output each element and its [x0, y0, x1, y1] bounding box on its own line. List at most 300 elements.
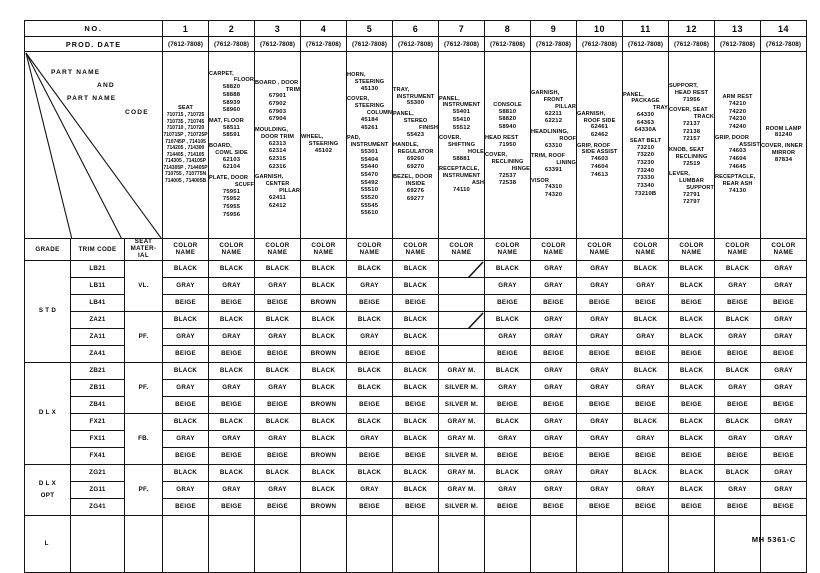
part-group-name-line3: PILLAR — [555, 103, 577, 110]
header-color-name-12: COLOR NAME — [669, 239, 715, 261]
color-name-cell: BEIGE — [485, 498, 531, 515]
color-name-cell: BEIGE — [347, 345, 393, 362]
color-name-cell: BEIGE — [577, 447, 623, 464]
part-number: 58960 — [222, 107, 241, 114]
blank-cell-8 — [485, 515, 531, 572]
trim-code-cell: ZB41 — [71, 396, 125, 413]
part-group — [623, 92, 668, 135]
part-number: 73210 — [636, 144, 655, 151]
color-name-cell: GRAY — [577, 413, 623, 430]
part-number: 74310 — [544, 184, 563, 191]
part-group-name-line2: INSIDE — [405, 181, 426, 188]
color-name-cell: BLACK — [393, 328, 439, 345]
color-name-cell: BEIGE — [669, 294, 715, 311]
part-group-name-line2: INSTRUMENT — [350, 142, 389, 149]
color-name-cell: BEIGE — [531, 294, 577, 311]
color-name-cell: GRAY — [163, 379, 209, 396]
part-group-name-line2: COWL SIDE — [215, 149, 248, 156]
color-name-cell: BLACK — [163, 362, 209, 379]
prod-date-6: (7612-7808) — [393, 37, 439, 52]
color-name-cell: BEIGE — [715, 498, 761, 515]
color-name-cell: GRAY — [255, 430, 301, 447]
color-name-cell: GRAY — [485, 328, 531, 345]
trim-specification-table — [24, 20, 807, 573]
part-group — [393, 111, 438, 139]
column-number-3: 3 — [255, 21, 301, 37]
column-number-10: 10 — [577, 21, 623, 37]
color-name-cell: GRAY — [577, 379, 623, 396]
part-group-name-line3: TRIM — [285, 86, 301, 93]
part-group-name-line3: TRACK — [693, 114, 715, 121]
color-name-cell: BEIGE — [531, 447, 577, 464]
color-name-cell: BROWN — [301, 345, 347, 362]
color-name-cell: BEIGE — [669, 396, 715, 413]
legend-corner-cell — [25, 52, 163, 239]
part-number: 81240 — [774, 132, 793, 139]
color-name-cell: GRAY M. — [439, 430, 485, 447]
parts-cell-5 — [347, 52, 393, 239]
color-name-cell: GRAY — [761, 362, 807, 379]
color-name-cell: BEIGE — [163, 447, 209, 464]
prod-date-11: (7612-7808) — [623, 37, 669, 52]
part-number: 58939 — [222, 99, 241, 106]
color-name-cell: GRAY — [623, 379, 669, 396]
color-name-cell: BLACK — [669, 277, 715, 294]
part-group-name: SEAT — [178, 105, 193, 112]
color-name-cell: BEIGE — [163, 294, 209, 311]
header-seat-material-l2: MATER- — [130, 244, 157, 252]
part-group-name: BOARD , DOOR TRIM — [255, 79, 301, 93]
part-group-name: SUPPORT, HEAD REST — [669, 83, 714, 97]
part-number: 74604 — [590, 163, 609, 170]
color-name-cell: BLACK — [485, 311, 531, 328]
column-number-row — [25, 21, 807, 37]
part-group — [623, 138, 668, 199]
color-name-cell: BLACK — [393, 260, 439, 277]
part-number: 67904 — [268, 116, 287, 123]
part-group — [255, 127, 300, 171]
color-name-cell: BLACK — [485, 413, 531, 430]
blank-cell-9 — [531, 515, 577, 572]
color-name-cell: BLACK — [347, 311, 393, 328]
color-name-cell: BLACK — [485, 260, 531, 277]
part-group-name: BOARD, COWL SIDE — [209, 143, 254, 157]
part-group-name-line2: RECLINING — [675, 153, 708, 160]
part-number: 73220 — [636, 152, 655, 159]
part-group-name-line3: FINISH — [419, 124, 439, 131]
color-name-cell: BROWN — [301, 447, 347, 464]
column-number-6: 6 — [393, 21, 439, 37]
color-name-cell: BEIGE — [209, 345, 255, 362]
part-group-name: COVER, STEERING COLUMN — [347, 96, 393, 117]
part-group-name: VISOR — [531, 177, 549, 184]
part-group-name-line2: INSTRUMENT — [442, 102, 481, 109]
color-name-cell: BEIGE — [163, 345, 209, 362]
blank-cell-12 — [669, 515, 715, 572]
color-name-cell: BLACK — [485, 464, 531, 481]
color-name-cell: BEIGE — [255, 498, 301, 515]
column-header-row — [25, 239, 807, 261]
color-name-cell: BEIGE — [761, 396, 807, 413]
part-number: 72537 — [498, 172, 517, 179]
part-number: 55404 — [360, 156, 379, 163]
color-name-cell: BLACK — [209, 311, 255, 328]
color-name-cell: GRAY — [715, 328, 761, 345]
color-name-cell: GRAY — [485, 430, 531, 447]
part-group-name: COVER, INNER MIRROR — [761, 143, 806, 157]
part-number: 62462 — [590, 131, 609, 138]
color-name-cell: BEIGE — [485, 447, 531, 464]
color-name-cell: BLACK — [209, 362, 255, 379]
seat-material-cell: PF. — [125, 362, 163, 413]
part-number: 55410 — [452, 116, 471, 123]
color-name-cell: BLACK — [623, 362, 669, 379]
color-name-cell: BEIGE — [669, 498, 715, 515]
part-group — [531, 178, 576, 200]
blank-row — [25, 515, 807, 572]
parts-cell-6 — [393, 52, 439, 239]
blank-cell-3 — [255, 515, 301, 572]
part-number: 64330A — [634, 127, 657, 134]
part-number: 62211 — [545, 110, 562, 117]
part-number: 71956 — [682, 96, 701, 103]
color-name-cell: GRAY — [623, 430, 669, 447]
part-group-name: CARPET, FLOOR — [209, 70, 255, 84]
color-name-cell: BLACK — [163, 413, 209, 430]
part-number: 63310 — [544, 142, 563, 149]
prod-date-3: (7612-7808) — [255, 37, 301, 52]
color-name-cell: BLACK — [669, 311, 715, 328]
color-name-cell: BROWN — [301, 396, 347, 413]
part-group-name-line2: STEERING — [308, 141, 339, 148]
header-seat-material — [125, 239, 163, 261]
color-name-cell: BLACK — [393, 379, 439, 396]
part-group — [761, 126, 806, 140]
part-group-name: WHEEL, STEERING — [301, 134, 346, 148]
part-group — [209, 71, 254, 115]
header-color-name-4: COLOR NAME — [301, 239, 347, 261]
part-group — [715, 174, 760, 195]
color-name-cell: BLACK — [301, 328, 347, 345]
prod-date-13: (7612-7808) — [715, 37, 761, 52]
part-group-name-line3: HOLE — [468, 148, 485, 155]
part-number: 55510 — [360, 187, 379, 194]
header-seat-material-l3: IAL — [137, 251, 150, 259]
blank-cell-6 — [393, 515, 439, 572]
grade-label-line2: OPT — [40, 491, 55, 499]
color-name-cell: GRAY — [255, 481, 301, 498]
color-name-cell: GRAY — [577, 362, 623, 379]
color-name-cell: BLACK — [715, 311, 761, 328]
parts-cell-10 — [577, 52, 623, 239]
color-name-cell: GRAY — [761, 413, 807, 430]
part-group — [577, 111, 622, 140]
color-name-cell: GRAY — [531, 464, 577, 481]
part-number: 62412 — [268, 202, 287, 209]
column-number-5: 5 — [347, 21, 393, 37]
part-group — [393, 174, 438, 203]
part-group — [577, 143, 622, 180]
color-name-cell: GRAY — [531, 413, 577, 430]
part-group-name: PANEL, STEREO FINISH — [393, 111, 439, 131]
part-group — [669, 107, 714, 144]
part-number: 714305P , 714405P — [163, 164, 208, 171]
part-number: 73240 — [636, 167, 655, 174]
part-number: 75951 — [222, 188, 241, 195]
color-name-cell: BLACK — [301, 481, 347, 498]
trim-code-cell: ZA41 — [71, 345, 125, 362]
trim-code-cell: ZA21 — [71, 311, 125, 328]
part-group-name-line3: TRAY — [652, 105, 669, 112]
part-number: 69276 — [406, 187, 425, 194]
part-group — [485, 135, 530, 149]
part-group-name-line2: LUMBAR — [679, 178, 704, 185]
part-number: 72791 — [682, 191, 701, 198]
part-number: 72138 — [682, 128, 701, 135]
part-number: 45184 — [360, 116, 379, 123]
color-name-cell: BLACK — [209, 464, 255, 481]
part-number: 72137 — [682, 120, 701, 127]
color-name-cell: BLACK — [393, 362, 439, 379]
part-number: 714305 , 714105P — [165, 158, 206, 165]
part-group — [163, 105, 208, 184]
part-group-name: GRIP, DOOR ASSIST — [715, 134, 761, 148]
color-name-cell: BLACK — [715, 413, 761, 430]
color-name-cell: GRAY — [209, 481, 255, 498]
part-number: 55300 — [406, 100, 425, 107]
header-color-name-7: COLOR NAME — [439, 239, 485, 261]
part-group — [715, 135, 760, 172]
trim-code-cell: ZG41 — [71, 498, 125, 515]
part-number: 58888 — [222, 91, 241, 98]
part-number: 74240 — [728, 124, 747, 131]
color-name-cell: GRAY — [761, 328, 807, 345]
color-name-cell: BLACK — [301, 464, 347, 481]
part-group-name: LEVER, LUMBAR SUPPORT — [669, 171, 715, 191]
part-group-name: HORN, STEERING — [347, 72, 392, 86]
color-name-cell: BEIGE — [715, 447, 761, 464]
color-name-cell — [439, 345, 485, 362]
part-group — [439, 135, 484, 163]
header-grade: GRADE — [25, 239, 71, 261]
prod-date-label: PROD. DATE — [25, 37, 163, 52]
part-number: 74613 — [590, 171, 609, 178]
color-name-cell: GRAY — [347, 430, 393, 447]
trim-code-cell: ZA11 — [71, 328, 125, 345]
color-name-cell: GRAY M. — [439, 481, 485, 498]
color-name-cell: BEIGE — [485, 294, 531, 311]
color-name-cell: GRAY — [531, 311, 577, 328]
color-name-cell: GRAY — [761, 277, 807, 294]
color-name-cell: BEIGE — [623, 447, 669, 464]
blank-cell-4 — [301, 515, 347, 572]
part-number: 58820 — [222, 84, 241, 91]
color-name-cell: BLACK — [163, 260, 209, 277]
color-name-cell: BEIGE — [209, 396, 255, 413]
part-group-name-line2: ROOF SIDE — [583, 117, 616, 124]
blank-cell-7 — [439, 515, 485, 572]
column-number-7: 7 — [439, 21, 485, 37]
color-name-cell: BROWN — [301, 498, 347, 515]
color-name-cell: BEIGE — [163, 396, 209, 413]
color-name-cell: GRAY — [209, 328, 255, 345]
color-name-cell: BEIGE — [531, 396, 577, 413]
part-number: 64363 — [636, 119, 655, 126]
color-name-cell: GRAY — [209, 430, 255, 447]
part-group-name-line3: HINGE — [511, 165, 531, 172]
part-number: 710755 , 710775N — [164, 171, 207, 178]
part-number: 69260 — [406, 155, 425, 162]
color-name-cell: BEIGE — [485, 345, 531, 362]
part-group-name-line3: FLOOR — [233, 77, 255, 84]
color-name-cell: BEIGE — [715, 396, 761, 413]
document-number: MH 5361-C — [751, 535, 796, 544]
color-name-cell: BLACK — [163, 311, 209, 328]
seat-material-cell: FB. — [125, 413, 163, 464]
parts-cell-3 — [255, 52, 301, 239]
color-name-cell: BEIGE — [255, 447, 301, 464]
part-group — [485, 102, 530, 132]
color-name-cell: BEIGE — [761, 498, 807, 515]
part-group — [761, 143, 806, 164]
color-name-cell: BLACK — [623, 464, 669, 481]
color-name-cell: BEIGE — [393, 345, 439, 362]
color-name-cell: GRAY — [761, 260, 807, 277]
header-color-name-5: COLOR NAME — [347, 239, 393, 261]
part-number: 62461 — [590, 124, 609, 131]
header-color-name-10: COLOR NAME — [577, 239, 623, 261]
color-name-cell: BLACK — [393, 413, 439, 430]
color-name-cell: SILVER M. — [439, 498, 485, 515]
part-group-name-line2: SHIFTING — [448, 142, 476, 149]
part-number: 74210 — [728, 101, 747, 108]
color-name-cell: GRAY — [531, 277, 577, 294]
trim-code-cell: ZB11 — [71, 379, 125, 396]
part-group-name: ROOM LAMP — [765, 125, 802, 132]
part-group — [669, 171, 714, 207]
prod-date-1: (7612-7808) — [163, 37, 209, 52]
part-group-name: TRIM, ROOF LINING — [531, 153, 577, 167]
color-name-cell: GRAY — [163, 481, 209, 498]
part-number: 87834 — [774, 156, 793, 163]
parts-cell-13 — [715, 52, 761, 239]
part-group-name: RECEPTACLE, INSTRUMENT ASH — [439, 166, 485, 186]
part-number: 63391 — [544, 166, 563, 173]
part-group-name-line2: STEERING — [354, 103, 385, 110]
part-number: 74603 — [728, 148, 747, 155]
color-name-cell: GRAY — [255, 379, 301, 396]
color-name-cell: BEIGE — [577, 294, 623, 311]
prod-date-10: (7612-7808) — [577, 37, 623, 52]
header-color-name-8: COLOR NAME — [485, 239, 531, 261]
color-name-cell: BEIGE — [577, 345, 623, 362]
color-name-cell: BEIGE — [715, 345, 761, 362]
header-color-name-9: COLOR NAME — [531, 239, 577, 261]
part-number: 55470 — [360, 171, 379, 178]
color-name-cell: GRAY — [715, 277, 761, 294]
production-date-row — [25, 37, 807, 52]
part-group-name-line3: LINING — [556, 160, 577, 167]
color-name-cell: BEIGE — [485, 396, 531, 413]
color-name-cell: BLACK — [715, 464, 761, 481]
part-group-name-line3: SUPPORT — [686, 184, 715, 191]
trim-code-cell: FX41 — [71, 447, 125, 464]
part-number: 67903 — [268, 108, 287, 115]
part-group — [347, 135, 392, 218]
color-name-cell: BLACK — [669, 362, 715, 379]
part-group-name-line2: HEAD REST — [674, 89, 709, 96]
color-name-cell: GRAY — [163, 277, 209, 294]
color-name-cell: GRAY — [577, 481, 623, 498]
part-number: 74220 — [728, 108, 747, 115]
table-row — [25, 260, 807, 277]
legend-line-1: PART NAME — [51, 69, 101, 76]
grade-cell: D L X — [25, 362, 71, 464]
part-number: 58591 — [222, 132, 241, 139]
table-row — [25, 311, 807, 328]
color-name-cell: GRAY — [577, 328, 623, 345]
color-name-cell: GRAY — [577, 277, 623, 294]
part-group — [209, 143, 254, 172]
part-number: 58881 — [452, 155, 471, 162]
part-number: 72797 — [682, 199, 701, 206]
parts-cell-14 — [761, 52, 807, 239]
part-group-name-line2: FRONT — [543, 97, 564, 104]
legend-label — [51, 66, 149, 119]
part-number: 714405 , 714105 — [166, 151, 205, 158]
trim-code-cell: LB41 — [71, 294, 125, 311]
blank-cell-10 — [577, 515, 623, 572]
color-name-cell: BLACK — [347, 260, 393, 277]
part-group-name-line2: CENTER — [265, 181, 290, 188]
color-name-cell: BEIGE — [347, 498, 393, 515]
column-number-8: 8 — [485, 21, 531, 37]
part-group — [439, 166, 484, 194]
color-name-cell: SILVER M. — [439, 396, 485, 413]
part-number: 45130 — [360, 85, 379, 92]
part-group-name-line2: REAR ASH — [722, 181, 753, 188]
part-group-name: HEADLINING, ROOF — [531, 129, 577, 142]
parts-cell-8 — [485, 52, 531, 239]
part-group-name: KNOB, SEAT RECLINING — [669, 147, 714, 161]
part-group — [301, 134, 346, 155]
color-name-cell: GRAY — [761, 379, 807, 396]
part-group-name: BEZEL, DOOR INSIDE — [393, 174, 438, 188]
parts-cell-11 — [623, 52, 669, 239]
part-number: 67902 — [268, 101, 287, 108]
color-name-cell: BLACK — [669, 260, 715, 277]
parts-cell-4 — [301, 52, 347, 239]
column-number-12: 12 — [669, 21, 715, 37]
header-trim-code: TRIM CODE — [71, 239, 125, 261]
part-number: 58511 — [223, 124, 240, 131]
part-number: 45102 — [314, 147, 333, 154]
legend-line-4: CODE — [125, 108, 149, 116]
color-name-cell: GRAY — [577, 260, 623, 277]
part-group — [209, 118, 254, 140]
part-number: 62411 — [269, 194, 286, 201]
parts-cell-1 — [163, 52, 209, 239]
part-group-name-line2: STEERING — [354, 78, 385, 85]
color-name-cell: GRAY M. — [439, 362, 485, 379]
color-name-cell: GRAY — [531, 379, 577, 396]
grade-label-line1: D L X — [38, 480, 57, 488]
part-number: 73340 — [636, 183, 655, 190]
color-name-cell: GRAY — [347, 328, 393, 345]
part-group-name: HEAD REST — [485, 134, 519, 141]
part-group-name: PAD, INSTRUMENT — [347, 135, 392, 149]
part-group — [669, 147, 714, 168]
